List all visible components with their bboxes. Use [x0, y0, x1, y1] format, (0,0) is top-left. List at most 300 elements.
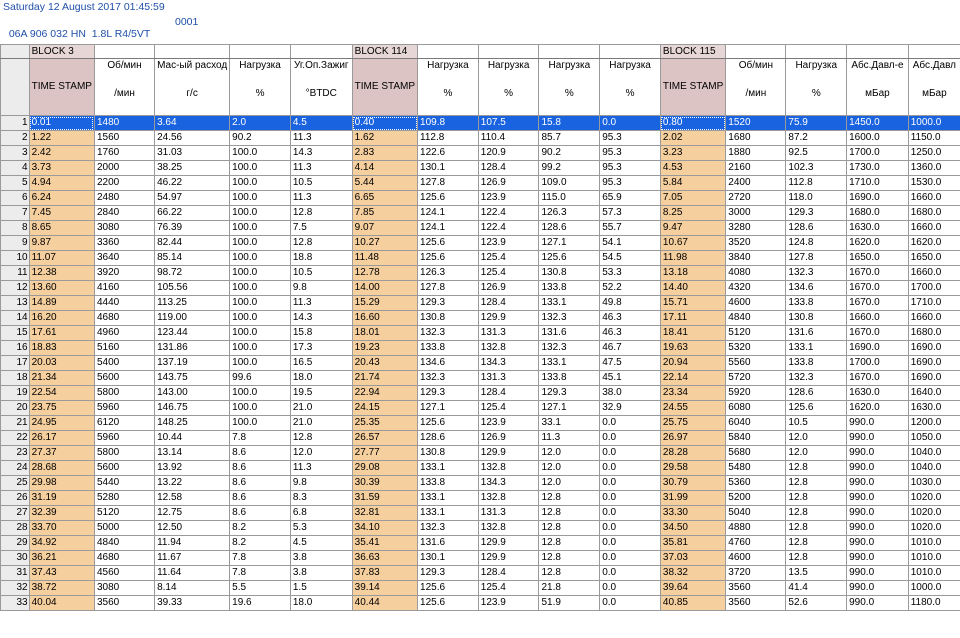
value-cell[interactable]: 4160: [94, 281, 154, 296]
value-cell[interactable]: 54.97: [155, 191, 230, 206]
value-cell[interactable]: 85.7: [539, 131, 600, 146]
timestamp-cell[interactable]: 22.94: [352, 386, 417, 401]
value-cell[interactable]: 130.8: [418, 446, 479, 461]
value-cell[interactable]: 46.3: [600, 311, 661, 326]
value-cell[interactable]: 5000: [94, 521, 154, 536]
timestamp-cell[interactable]: 23.34: [660, 386, 725, 401]
value-cell[interactable]: 5840: [726, 431, 786, 446]
value-cell[interactable]: 15.8: [539, 116, 600, 131]
value-cell[interactable]: 98.72: [155, 266, 230, 281]
value-cell[interactable]: 129.3: [418, 566, 479, 581]
value-cell[interactable]: 100.0: [230, 341, 291, 356]
value-cell[interactable]: 130.8: [539, 266, 600, 281]
value-cell[interactable]: 1680.0: [908, 206, 960, 221]
value-cell[interactable]: 122.4: [478, 221, 539, 236]
value-cell[interactable]: 1670.0: [847, 266, 909, 281]
timestamp-cell[interactable]: 27.77: [352, 446, 417, 461]
value-cell[interactable]: 19.6: [230, 596, 291, 611]
value-cell[interactable]: 12.8: [539, 536, 600, 551]
column-header[interactable]: [230, 59, 291, 116]
value-cell[interactable]: 1630.0: [908, 401, 960, 416]
value-cell[interactable]: 125.6: [418, 191, 479, 206]
value-cell[interactable]: 5200: [726, 491, 786, 506]
value-cell[interactable]: 11.3: [290, 296, 352, 311]
value-cell[interactable]: 5600: [94, 461, 154, 476]
value-cell[interactable]: 990.0: [847, 596, 909, 611]
value-cell[interactable]: 125.4: [478, 581, 539, 596]
timestamp-cell[interactable]: 6.24: [29, 191, 94, 206]
value-cell[interactable]: 19.5: [290, 386, 352, 401]
value-cell[interactable]: 5280: [94, 491, 154, 506]
value-cell[interactable]: 990.0: [847, 506, 909, 521]
value-cell[interactable]: 125.6: [539, 251, 600, 266]
value-cell[interactable]: 130.1: [418, 161, 479, 176]
value-cell[interactable]: 126.3: [418, 266, 479, 281]
table-row[interactable]: [1, 521, 960, 536]
table-row[interactable]: [1, 461, 960, 476]
value-cell[interactable]: 3520: [726, 236, 786, 251]
value-cell[interactable]: 130.1: [418, 551, 479, 566]
value-cell[interactable]: 0.0: [600, 116, 661, 131]
value-cell[interactable]: 5600: [94, 371, 154, 386]
value-cell[interactable]: 5800: [94, 386, 154, 401]
value-cell[interactable]: 0.0: [600, 461, 661, 476]
table-row[interactable]: [1, 131, 960, 146]
value-cell[interactable]: 128.4: [478, 566, 539, 581]
value-cell[interactable]: 132.8: [478, 521, 539, 536]
value-cell[interactable]: 126.9: [478, 431, 539, 446]
value-cell[interactable]: 133.8: [539, 371, 600, 386]
table-row[interactable]: [1, 581, 960, 596]
timestamp-cell[interactable]: 11.98: [660, 251, 725, 266]
timestamp-cell[interactable]: 21.34: [29, 371, 94, 386]
timestamp-cell[interactable]: 12.78: [352, 266, 417, 281]
timestamp-cell[interactable]: 9.07: [352, 221, 417, 236]
value-cell[interactable]: 5800: [94, 446, 154, 461]
value-cell[interactable]: 133.1: [418, 506, 479, 521]
value-cell[interactable]: 5480: [726, 461, 786, 476]
value-cell[interactable]: 134.3: [478, 356, 539, 371]
value-cell[interactable]: 99.6: [230, 371, 291, 386]
value-cell[interactable]: 130.8: [786, 311, 847, 326]
value-cell[interactable]: 49.8: [600, 296, 661, 311]
value-cell[interactable]: 12.8: [290, 206, 352, 221]
timestamp-cell[interactable]: 38.32: [660, 566, 725, 581]
value-cell[interactable]: 3.8: [290, 566, 352, 581]
timestamp-cell[interactable]: 34.50: [660, 521, 725, 536]
value-cell[interactable]: 8.3: [290, 491, 352, 506]
value-cell[interactable]: 1530.0: [908, 176, 960, 191]
timestamp-cell[interactable]: 35.41: [352, 536, 417, 551]
table-row[interactable]: [1, 161, 960, 176]
value-cell[interactable]: 1690.0: [908, 341, 960, 356]
value-cell[interactable]: 7.8: [230, 431, 291, 446]
timestamp-cell[interactable]: 38.72: [29, 581, 94, 596]
value-cell[interactable]: 2720: [726, 191, 786, 206]
column-header[interactable]: [786, 59, 847, 116]
value-cell[interactable]: 0.0: [600, 416, 661, 431]
value-cell[interactable]: 1690.0: [908, 371, 960, 386]
value-cell[interactable]: 7.8: [230, 566, 291, 581]
value-cell[interactable]: 1200.0: [908, 416, 960, 431]
table-row[interactable]: [1, 341, 960, 356]
value-cell[interactable]: 1000.0: [908, 116, 960, 131]
timestamp-cell[interactable]: 9.47: [660, 221, 725, 236]
value-cell[interactable]: 3080: [94, 221, 154, 236]
value-cell[interactable]: 113.25: [155, 296, 230, 311]
value-cell[interactable]: 134.6: [418, 356, 479, 371]
value-cell[interactable]: 132.3: [786, 371, 847, 386]
timestamp-cell[interactable]: 9.87: [29, 236, 94, 251]
timestamp-cell[interactable]: 23.75: [29, 401, 94, 416]
value-cell[interactable]: 12.8: [539, 491, 600, 506]
value-cell[interactable]: 12.8: [539, 521, 600, 536]
table-row[interactable]: [1, 251, 960, 266]
timestamp-cell[interactable]: 33.70: [29, 521, 94, 536]
value-cell[interactable]: 4560: [94, 566, 154, 581]
value-cell[interactable]: 1560: [94, 131, 154, 146]
value-cell[interactable]: 100.0: [230, 416, 291, 431]
timestamp-cell[interactable]: 31.19: [29, 491, 94, 506]
table-row[interactable]: [1, 596, 960, 611]
value-cell[interactable]: 6040: [726, 416, 786, 431]
timestamp-cell[interactable]: 14.00: [352, 281, 417, 296]
value-cell[interactable]: 4.5: [290, 536, 352, 551]
timestamp-cell[interactable]: 5.44: [352, 176, 417, 191]
timestamp-cell[interactable]: 21.74: [352, 371, 417, 386]
table-row[interactable]: [1, 281, 960, 296]
timestamp-cell[interactable]: 2.42: [29, 146, 94, 161]
timestamp-cell[interactable]: 37.83: [352, 566, 417, 581]
timestamp-cell[interactable]: 2.02: [660, 131, 725, 146]
value-cell[interactable]: 54.1: [600, 236, 661, 251]
value-cell[interactable]: 123.9: [478, 191, 539, 206]
value-cell[interactable]: 1680: [726, 131, 786, 146]
value-cell[interactable]: 133.1: [418, 461, 479, 476]
value-cell[interactable]: 125.6: [418, 251, 479, 266]
value-cell[interactable]: 125.6: [418, 236, 479, 251]
value-cell[interactable]: 129.9: [478, 446, 539, 461]
value-cell[interactable]: 100.0: [230, 206, 291, 221]
value-cell[interactable]: 13.14: [155, 446, 230, 461]
column-header[interactable]: [539, 59, 600, 116]
value-cell[interactable]: 127.1: [418, 401, 479, 416]
value-cell[interactable]: 1040.0: [908, 461, 960, 476]
value-cell[interactable]: 18.0: [290, 596, 352, 611]
value-cell[interactable]: 102.3: [786, 161, 847, 176]
value-cell[interactable]: 1520: [726, 116, 786, 131]
value-cell[interactable]: 1700.0: [847, 356, 909, 371]
timestamp-cell[interactable]: 16.20: [29, 311, 94, 326]
value-cell[interactable]: 2480: [94, 191, 154, 206]
timestamp-cell[interactable]: 40.85: [660, 596, 725, 611]
value-cell[interactable]: 10.5: [786, 416, 847, 431]
value-cell[interactable]: 3560: [726, 596, 786, 611]
column-header[interactable]: [908, 59, 960, 116]
value-cell[interactable]: 1620.0: [847, 401, 909, 416]
value-cell[interactable]: 12.0: [786, 431, 847, 446]
value-cell[interactable]: 8.14: [155, 581, 230, 596]
value-cell[interactable]: 133.1: [539, 356, 600, 371]
value-cell[interactable]: 11.3: [290, 461, 352, 476]
value-cell[interactable]: 133.1: [418, 491, 479, 506]
value-cell[interactable]: 11.64: [155, 566, 230, 581]
value-cell[interactable]: 24.56: [155, 131, 230, 146]
value-cell[interactable]: 1680.0: [847, 206, 909, 221]
value-cell[interactable]: 10.5: [290, 266, 352, 281]
column-header[interactable]: [290, 59, 352, 116]
value-cell[interactable]: 13.92: [155, 461, 230, 476]
value-cell[interactable]: 15.8: [290, 326, 352, 341]
table-row[interactable]: [1, 146, 960, 161]
value-cell[interactable]: 8.6: [230, 491, 291, 506]
value-cell[interactable]: 112.8: [418, 131, 479, 146]
value-cell[interactable]: 5120: [94, 506, 154, 521]
table-row[interactable]: [1, 221, 960, 236]
value-cell[interactable]: 4840: [94, 536, 154, 551]
value-cell[interactable]: 0.0: [600, 566, 661, 581]
timestamp-cell[interactable]: 19.23: [352, 341, 417, 356]
timestamp-cell[interactable]: 34.10: [352, 521, 417, 536]
timestamp-cell[interactable]: 0.80: [660, 116, 725, 131]
timestamp-cell[interactable]: 14.40: [660, 281, 725, 296]
value-cell[interactable]: 1670.0: [847, 326, 909, 341]
timestamp-cell[interactable]: 17.61: [29, 326, 94, 341]
value-cell[interactable]: 1480: [94, 116, 154, 131]
value-cell[interactable]: 4960: [94, 326, 154, 341]
timestamp-cell[interactable]: 26.97: [660, 431, 725, 446]
value-cell[interactable]: 46.22: [155, 176, 230, 191]
value-cell[interactable]: 12.0: [290, 446, 352, 461]
column-header[interactable]: [600, 59, 661, 116]
timestamp-cell[interactable]: 36.63: [352, 551, 417, 566]
timestamp-cell[interactable]: 29.08: [352, 461, 417, 476]
value-cell[interactable]: 33.1: [539, 416, 600, 431]
value-cell[interactable]: 0.0: [600, 521, 661, 536]
value-cell[interactable]: 1690.0: [847, 341, 909, 356]
table-row[interactable]: [1, 236, 960, 251]
column-header[interactable]: [155, 59, 230, 116]
timestamp-cell[interactable]: 12.38: [29, 266, 94, 281]
value-cell[interactable]: 41.4: [786, 581, 847, 596]
timestamp-cell[interactable]: 17.11: [660, 311, 725, 326]
value-cell[interactable]: 123.9: [478, 416, 539, 431]
value-cell[interactable]: 31.03: [155, 146, 230, 161]
value-cell[interactable]: 126.9: [478, 281, 539, 296]
value-cell[interactable]: 1730.0: [847, 161, 909, 176]
value-cell[interactable]: 3920: [94, 266, 154, 281]
value-cell[interactable]: 143.00: [155, 386, 230, 401]
value-cell[interactable]: 107.5: [478, 116, 539, 131]
timestamp-cell[interactable]: 11.48: [352, 251, 417, 266]
value-cell[interactable]: 129.3: [539, 386, 600, 401]
value-cell[interactable]: 127.1: [539, 236, 600, 251]
value-cell[interactable]: 990.0: [847, 416, 909, 431]
timestamp-cell[interactable]: 3.73: [29, 161, 94, 176]
value-cell[interactable]: 1620.0: [847, 236, 909, 251]
value-cell[interactable]: 128.6: [418, 431, 479, 446]
value-cell[interactable]: 8.2: [230, 521, 291, 536]
value-cell[interactable]: 132.3: [539, 311, 600, 326]
value-cell[interactable]: 82.44: [155, 236, 230, 251]
value-cell[interactable]: 57.3: [600, 206, 661, 221]
value-cell[interactable]: 112.8: [786, 176, 847, 191]
value-cell[interactable]: 95.3: [600, 176, 661, 191]
value-cell[interactable]: 100.0: [230, 386, 291, 401]
value-cell[interactable]: 100.0: [230, 161, 291, 176]
timestamp-cell[interactable]: 26.57: [352, 431, 417, 446]
value-cell[interactable]: 1020.0: [908, 521, 960, 536]
value-cell[interactable]: 5400: [94, 356, 154, 371]
value-cell[interactable]: 8.6: [230, 506, 291, 521]
value-cell[interactable]: 32.9: [600, 401, 661, 416]
value-cell[interactable]: 5960: [94, 401, 154, 416]
value-cell[interactable]: 1010.0: [908, 536, 960, 551]
value-cell[interactable]: 12.8: [539, 506, 600, 521]
value-cell[interactable]: 52.2: [600, 281, 661, 296]
timestamp-cell[interactable]: 1.62: [352, 131, 417, 146]
value-cell[interactable]: 46.7: [600, 341, 661, 356]
timestamp-cell[interactable]: 16.60: [352, 311, 417, 326]
value-cell[interactable]: 100.0: [230, 191, 291, 206]
timestamp-cell[interactable]: 30.39: [352, 476, 417, 491]
table-row[interactable]: [1, 446, 960, 461]
value-cell[interactable]: 12.8: [786, 521, 847, 536]
value-cell[interactable]: 131.3: [478, 506, 539, 521]
value-cell[interactable]: 53.3: [600, 266, 661, 281]
value-cell[interactable]: 143.75: [155, 371, 230, 386]
value-cell[interactable]: 90.2: [230, 131, 291, 146]
value-cell[interactable]: 0.0: [600, 476, 661, 491]
value-cell[interactable]: 12.0: [539, 461, 600, 476]
value-cell[interactable]: 128.6: [786, 221, 847, 236]
timestamp-cell[interactable]: 31.59: [352, 491, 417, 506]
value-cell[interactable]: 1880: [726, 146, 786, 161]
value-cell[interactable]: 100.0: [230, 311, 291, 326]
timestamp-cell[interactable]: 32.39: [29, 506, 94, 521]
value-cell[interactable]: 21.0: [290, 401, 352, 416]
value-cell[interactable]: 109.8: [418, 116, 479, 131]
value-cell[interactable]: 92.5: [786, 146, 847, 161]
value-cell[interactable]: 0.0: [600, 596, 661, 611]
table-row[interactable]: [1, 536, 960, 551]
table-row[interactable]: [1, 371, 960, 386]
value-cell[interactable]: 51.9: [539, 596, 600, 611]
timestamp-cell[interactable]: 28.28: [660, 446, 725, 461]
value-cell[interactable]: 131.6: [786, 326, 847, 341]
timestamp-cell[interactable]: 29.58: [660, 461, 725, 476]
timestamp-cell[interactable]: 22.54: [29, 386, 94, 401]
timestamp-cell[interactable]: 20.03: [29, 356, 94, 371]
value-cell[interactable]: 128.6: [786, 386, 847, 401]
value-cell[interactable]: 1650.0: [908, 251, 960, 266]
value-cell[interactable]: 18.0: [290, 371, 352, 386]
value-cell[interactable]: 990.0: [847, 491, 909, 506]
value-cell[interactable]: 65.9: [600, 191, 661, 206]
value-cell[interactable]: 3080: [94, 581, 154, 596]
timestamp-cell[interactable]: 28.68: [29, 461, 94, 476]
value-cell[interactable]: 4080: [726, 266, 786, 281]
value-cell[interactable]: 3560: [726, 581, 786, 596]
value-cell[interactable]: 1150.0: [908, 131, 960, 146]
value-cell[interactable]: 100.0: [230, 251, 291, 266]
value-cell[interactable]: 18.8: [290, 251, 352, 266]
value-cell[interactable]: 8.6: [230, 476, 291, 491]
value-cell[interactable]: 1700.0: [908, 281, 960, 296]
column-header[interactable]: TIME STAMP: [660, 59, 725, 116]
value-cell[interactable]: 12.8: [786, 461, 847, 476]
value-cell[interactable]: 100.0: [230, 176, 291, 191]
value-cell[interactable]: 1700.0: [847, 146, 909, 161]
timestamp-cell[interactable]: 13.60: [29, 281, 94, 296]
timestamp-cell[interactable]: 34.92: [29, 536, 94, 551]
value-cell[interactable]: 47.5: [600, 356, 661, 371]
timestamp-cell[interactable]: 40.04: [29, 596, 94, 611]
timestamp-cell[interactable]: 18.83: [29, 341, 94, 356]
value-cell[interactable]: 1660.0: [847, 311, 909, 326]
value-cell[interactable]: 100.0: [230, 356, 291, 371]
value-cell[interactable]: 126.3: [539, 206, 600, 221]
value-cell[interactable]: 100.0: [230, 281, 291, 296]
value-cell[interactable]: 12.8: [290, 431, 352, 446]
value-cell[interactable]: 39.33: [155, 596, 230, 611]
timestamp-cell[interactable]: 25.35: [352, 416, 417, 431]
value-cell[interactable]: 5160: [94, 341, 154, 356]
value-cell[interactable]: 2000: [94, 161, 154, 176]
timestamp-cell[interactable]: 31.99: [660, 491, 725, 506]
table-row[interactable]: [1, 266, 960, 281]
value-cell[interactable]: 1630.0: [847, 221, 909, 236]
timestamp-cell[interactable]: 36.21: [29, 551, 94, 566]
value-cell[interactable]: 11.3: [539, 431, 600, 446]
timestamp-cell[interactable]: 10.27: [352, 236, 417, 251]
value-cell[interactable]: 100.0: [230, 296, 291, 311]
value-cell[interactable]: 12.8: [786, 476, 847, 491]
value-cell[interactable]: 125.6: [418, 596, 479, 611]
value-cell[interactable]: 4760: [726, 536, 786, 551]
value-cell[interactable]: 100.0: [230, 146, 291, 161]
value-cell[interactable]: 14.3: [290, 311, 352, 326]
value-cell[interactable]: 990.0: [847, 566, 909, 581]
value-cell[interactable]: 85.14: [155, 251, 230, 266]
value-cell[interactable]: 990.0: [847, 431, 909, 446]
value-cell[interactable]: 1670.0: [847, 281, 909, 296]
value-cell[interactable]: 125.6: [418, 416, 479, 431]
value-cell[interactable]: 100.0: [230, 266, 291, 281]
value-cell[interactable]: 1650.0: [847, 251, 909, 266]
value-cell[interactable]: 127.8: [418, 176, 479, 191]
value-cell[interactable]: 12.50: [155, 521, 230, 536]
value-cell[interactable]: 1050.0: [908, 431, 960, 446]
value-cell[interactable]: 1690.0: [847, 191, 909, 206]
value-cell[interactable]: 2.0: [230, 116, 291, 131]
value-cell[interactable]: 12.8: [786, 506, 847, 521]
value-cell[interactable]: 12.8: [539, 566, 600, 581]
value-cell[interactable]: 2400: [726, 176, 786, 191]
value-cell[interactable]: 95.3: [600, 146, 661, 161]
value-cell[interactable]: 11.3: [290, 161, 352, 176]
value-cell[interactable]: 5960: [94, 431, 154, 446]
value-cell[interactable]: 990.0: [847, 476, 909, 491]
timestamp-cell[interactable]: 24.95: [29, 416, 94, 431]
value-cell[interactable]: 3000: [726, 206, 786, 221]
value-cell[interactable]: 129.3: [418, 296, 479, 311]
value-cell[interactable]: 4680: [94, 311, 154, 326]
value-cell[interactable]: 131.3: [478, 326, 539, 341]
value-cell[interactable]: 123.9: [478, 596, 539, 611]
timestamp-cell[interactable]: 5.84: [660, 176, 725, 191]
value-cell[interactable]: 66.22: [155, 206, 230, 221]
